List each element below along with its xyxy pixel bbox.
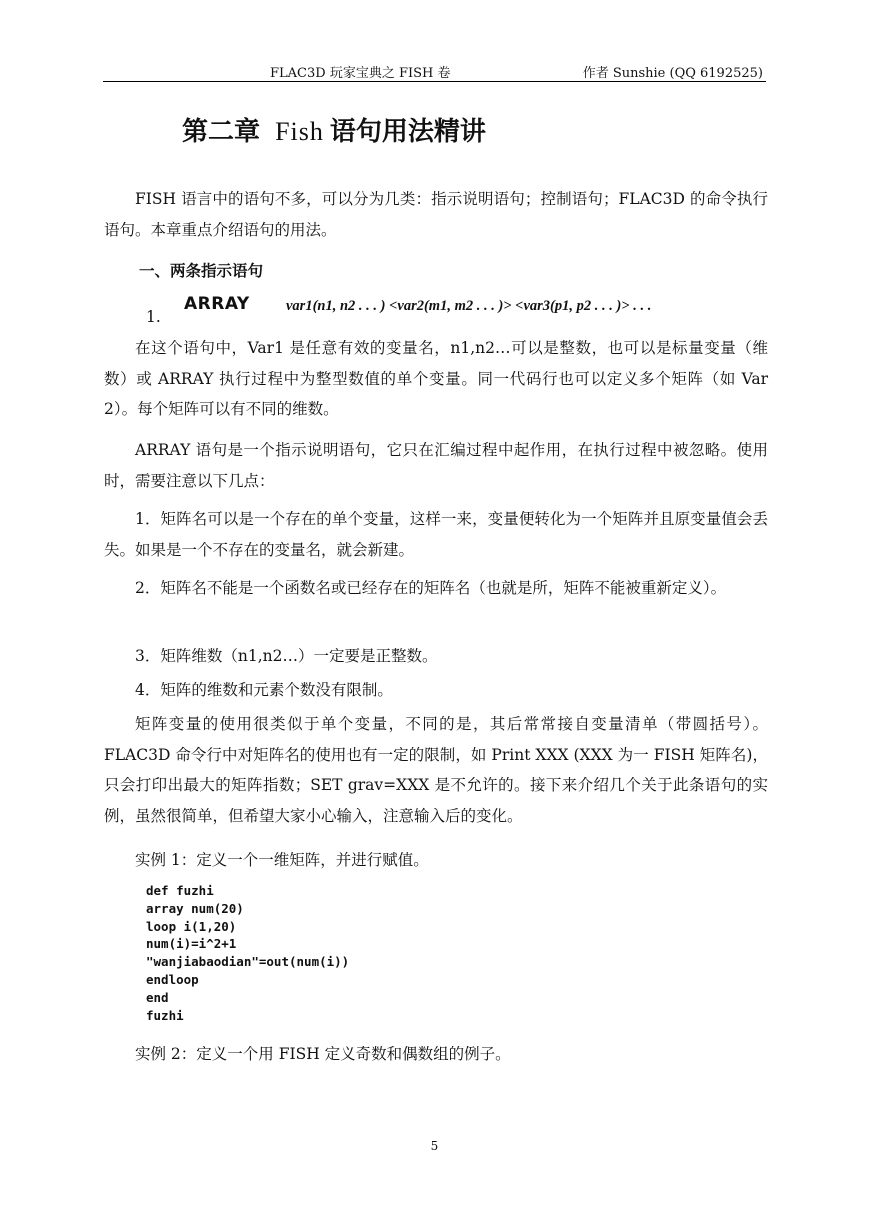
code-line: array num(20): [146, 900, 244, 916]
intro-paragraph: FISH 语言中的语句不多，可以分为几类：指示说明语句；控制语句；FLAC3D 的命令执行语句。本章重点介绍语句的用法。: [104, 190, 768, 239]
example-1-label: 实例 1：定义一个一维矩阵，并进行赋值。: [135, 851, 429, 869]
code-line: fuzhi: [146, 1007, 184, 1023]
code-line: num(i)=i^2+1: [146, 936, 237, 952]
chapter-title: [182, 111, 486, 148]
code-line: def fuzhi: [146, 883, 214, 898]
page-header-right: 作者 Sunshie (QQ 6192525): [582, 66, 763, 81]
code-block: [146, 882, 349, 1024]
syntax-args: var1(n1, n2 . . . ) <var2(m1, m2 . . . )> <var3(p1, p2 . . . )> . . .: [286, 298, 652, 314]
note-item-2: 2．矩阵名不能是一个函数名或已经存在的矩阵名（也就是所，矩阵不能被重新定义）。: [135, 579, 727, 597]
code-line: end: [146, 989, 169, 1005]
syntax-number: 1.: [146, 308, 161, 326]
header-rule: [103, 81, 766, 82]
note-item-1: 1．矩阵名可以是一个存在的单个变量，这样一来，变量便转化为一个矩阵并且原变量值会丢失。如果是一个不存在的变量名，就会新建。: [104, 510, 768, 559]
page-number: 5: [430, 1139, 439, 1153]
paragraph-matrix-usage: 矩阵变量的使用很类似于单个变量，不同的是，其后常常接自变量清单（带圆括号）。FLAC3D 命令行中对矩阵名的使用也有一定的限制，如 Print XXX (XXX 为一 FISH 矩阵名)，只会打印出最大的矩阵指数；SET grav=XXX 是不允许的。接下来介绍几个关于此条语句的实例，虽然很简单，但希望大家小心输入，注意输入后的变化。: [104, 715, 768, 825]
note-item-4: 4．矩阵的维数和元素个数没有限制。: [135, 681, 393, 699]
chapter-title-suffix: 语句用法精讲: [329, 117, 486, 147]
paragraph-var1: 在这个语句中，Var1 是任意有效的变量名，n1,n2…可以是整数，也可以是标量变量（维数）或 ARRAY 执行过程中为整型数值的单个变量。同一代码行也可以定义多个矩阵（如 Var 2）。每个矩阵可以有不同的维数。: [104, 339, 768, 418]
paragraph-array-directive: ARRAY 语句是一个指示说明语句，它只在汇编过程中起作用，在执行过程中被忽略。使用时，需要注意以下几点：: [104, 441, 768, 490]
code-line: "wanjiabaodian"=out(num(i)): [146, 954, 350, 970]
code-line: loop i(1,20): [146, 918, 237, 934]
page-header-left: FLAC3D 玩家宝典之 FISH 卷: [270, 66, 451, 81]
syntax-line: [146, 292, 766, 332]
section-heading: 一、两条指示语句: [139, 261, 264, 280]
syntax-keyword: ARRAY: [184, 294, 250, 314]
chapter-title-fish: Fish: [275, 117, 324, 146]
note-item-3: 3．矩阵维数（n1,n2…）一定要是正整数。: [135, 647, 438, 665]
chapter-title-prefix: 第二章: [182, 117, 261, 147]
code-line: endloop: [146, 971, 199, 987]
example-2-label: 实例 2：定义一个用 FISH 定义奇数和偶数组的例子。: [135, 1045, 511, 1063]
